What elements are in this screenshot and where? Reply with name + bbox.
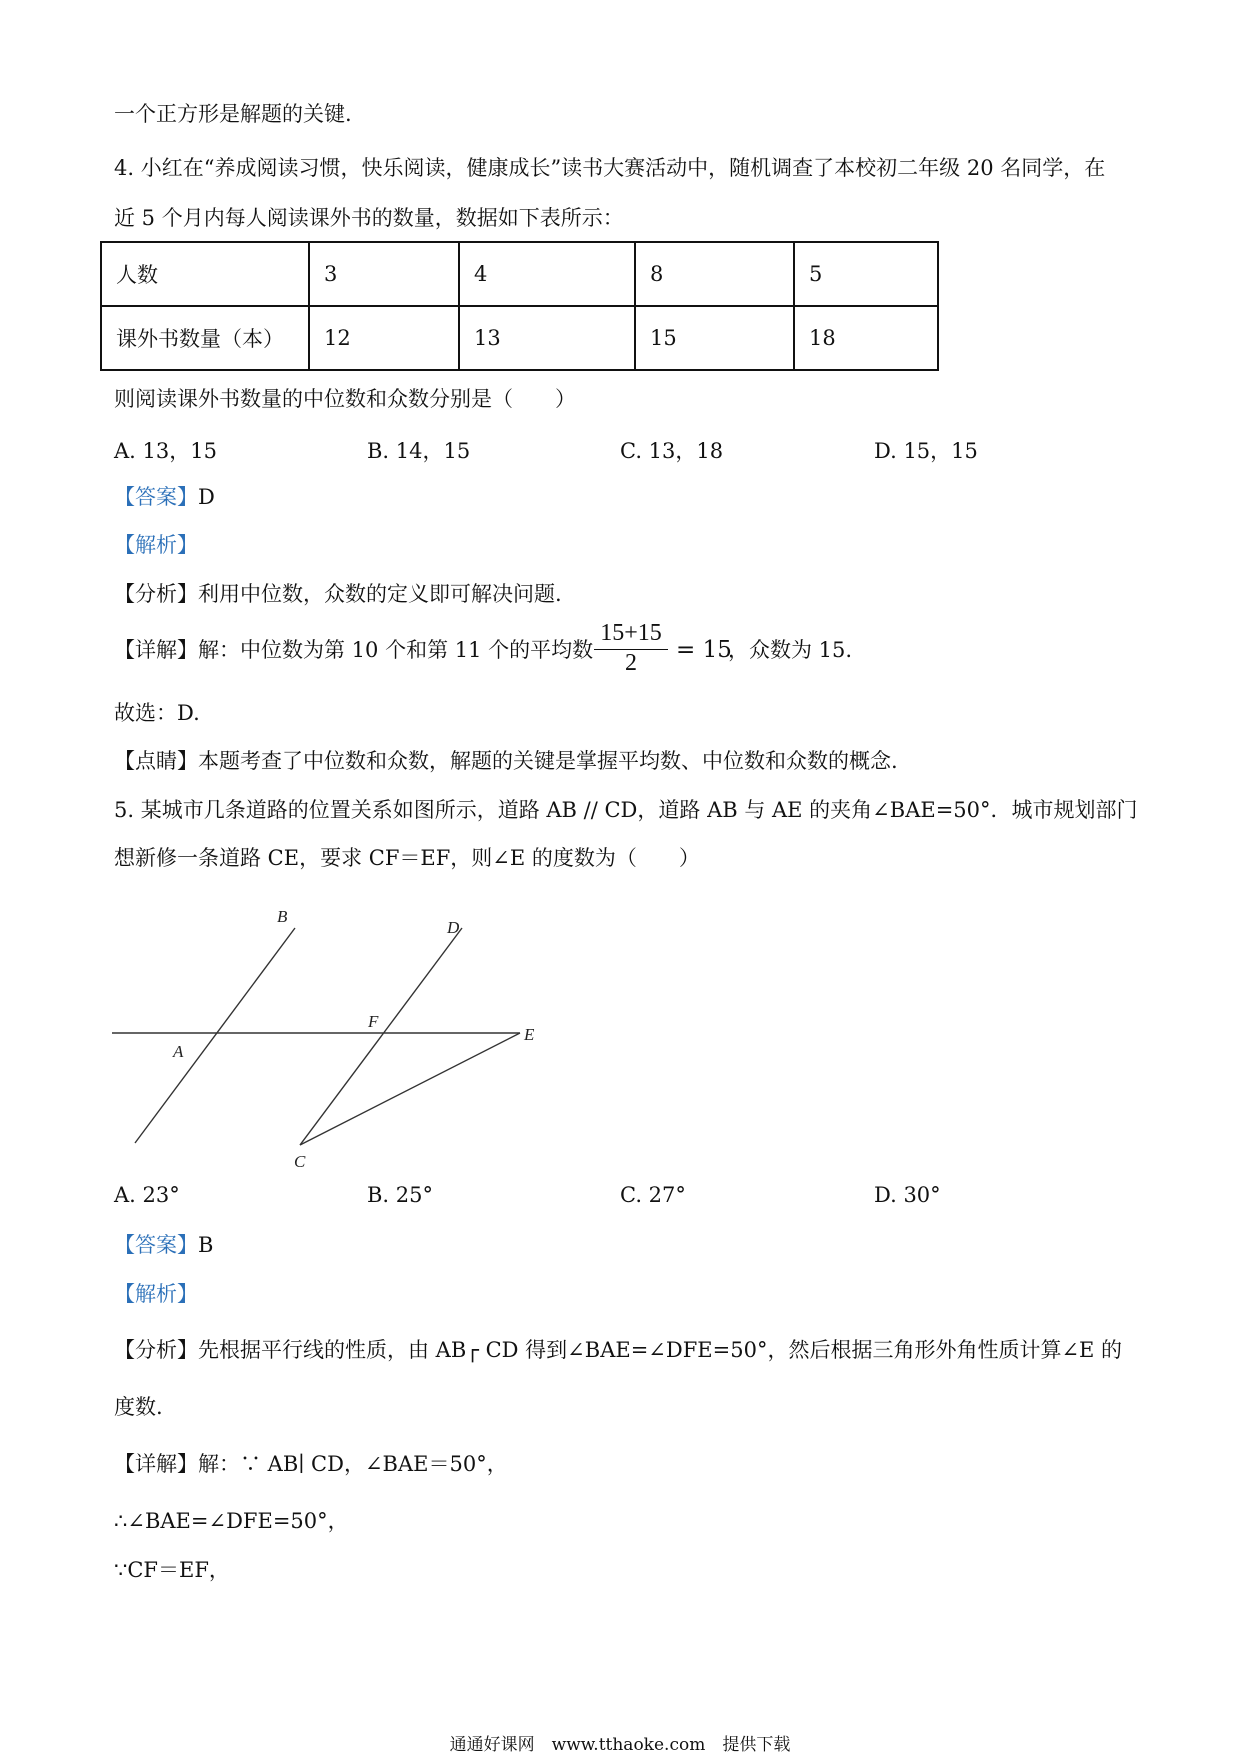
label-b: B xyxy=(277,907,288,926)
detail-tag: 【详解】 xyxy=(114,638,198,662)
label-c: C xyxy=(294,1152,306,1171)
q4-answer xyxy=(114,483,215,511)
line-ab xyxy=(135,928,295,1143)
choice-c: C. 27° xyxy=(620,1183,686,1207)
choice-d: D. 15，15 xyxy=(874,439,978,463)
q5-geometry-figure xyxy=(100,900,560,1180)
detail-post: ，众数为 15. xyxy=(728,638,853,662)
q4-choices xyxy=(114,435,1014,463)
table-cell: 人数 xyxy=(101,242,309,306)
detail-text: 解：∵ AB∣ CD，∠BAE＝50°， xyxy=(198,1452,508,1476)
analysis-text: 先根据平行线的性质，由 AB┌ CD 得到∠BAE=∠DFE=50°，然后根据三角形外角性质计算∠E 的 xyxy=(198,1338,1123,1362)
answer-tag: 【答案】 xyxy=(114,485,198,509)
analysis-tag: 【分析】 xyxy=(114,1338,198,1362)
label-d: D xyxy=(447,918,460,937)
table-cell: 3 xyxy=(309,242,459,306)
fraction xyxy=(594,620,668,677)
table-cell: 课外书数量（本） xyxy=(101,306,309,370)
comment-tag: 【点睛】 xyxy=(114,749,198,773)
q4-analysis xyxy=(114,580,562,608)
choice-c: C. 13，18 xyxy=(620,439,724,463)
choice-b: B. 25° xyxy=(367,1183,434,1207)
comment-text: 本题考查了中位数和众数，解题的关键是掌握平均数、中位数和众数的概念. xyxy=(198,749,898,773)
q5-jiexi xyxy=(114,1280,198,1308)
detail-pre: 解：中位数为第 10 个和第 11 个的平均数 xyxy=(198,638,594,662)
q5-detail-line1 xyxy=(114,1450,508,1478)
analysis-text: 利用中位数，众数的定义即可解决问题. xyxy=(198,582,562,606)
q5-stem-line1: 5. 某城市几条道路的位置关系如图所示，道路 AB // CD，道路 AB 与 AE 的夹角∠BAE=50°．城市规划部门 xyxy=(114,798,1138,822)
q4-stem-line1: 4. 小红在“养成阅读习惯，快乐阅读，健康成长”读书大赛活动中，随机调查了本校初二年级 20 名同学，在 xyxy=(114,156,1106,180)
q5-answer xyxy=(114,1231,213,1259)
line-ce xyxy=(300,1033,520,1145)
q5-choices xyxy=(114,1183,1014,1211)
q4-jiexi xyxy=(114,531,198,559)
line-cd xyxy=(300,928,462,1145)
table-cell: 8 xyxy=(635,242,794,306)
answer-value: B xyxy=(198,1233,214,1257)
analysis-tag: 【分析】 xyxy=(114,582,198,606)
table-cell: 12 xyxy=(309,306,459,370)
page-footer: 通通好课网 www.tthaoke.com 提供下载 xyxy=(449,1735,791,1755)
table-cell: 15 xyxy=(635,306,794,370)
choice-a: A. 23° xyxy=(114,1183,180,1207)
table-row xyxy=(101,306,938,370)
q4-stem-line2: 近 5 个月内每人阅读课外书的数量，数据如下表所示： xyxy=(114,206,624,230)
q5-detail-line3: ∵CF＝EF， xyxy=(114,1558,230,1582)
fraction-numerator: 15+15 xyxy=(600,620,662,646)
jiexi-tag: 【解析】 xyxy=(114,1282,198,1306)
fraction-denominator: 2 xyxy=(625,650,637,676)
table-cell: 5 xyxy=(794,242,938,306)
q5-detail-line2: ∴∠BAE=∠DFE=50°， xyxy=(114,1509,349,1533)
table-row xyxy=(101,242,938,306)
intro-tail-text: 一个正方形是解题的关键. xyxy=(114,102,352,126)
q4-choose: 故选：D. xyxy=(114,701,200,725)
table-cell: 18 xyxy=(794,306,938,370)
q4-detail xyxy=(114,636,593,664)
table-cell: 13 xyxy=(459,306,635,370)
detail-tag: 【详解】 xyxy=(114,1452,198,1476)
q4-data-table xyxy=(100,241,939,371)
q4-question: 则阅读课外书数量的中位数和众数分别是（ ） xyxy=(114,387,576,411)
q5-analysis-line1 xyxy=(114,1336,1122,1364)
jiexi-tag: 【解析】 xyxy=(114,533,198,557)
choice-b: B. 14，15 xyxy=(367,439,471,463)
choice-a: A. 13，15 xyxy=(114,439,217,463)
label-e: E xyxy=(524,1025,535,1044)
answer-value: D xyxy=(198,485,215,509)
label-a: A xyxy=(173,1042,184,1061)
q5-stem-line2: 想新修一条道路 CE，要求 CF＝EF，则∠E 的度数为（ ） xyxy=(114,846,700,870)
q4-comment xyxy=(114,747,898,775)
answer-tag: 【答案】 xyxy=(114,1233,198,1257)
table-cell: 4 xyxy=(459,242,635,306)
q5-analysis-line2: 度数. xyxy=(114,1395,163,1419)
fraction-equals: = 15 xyxy=(676,637,732,663)
choice-d: D. 30° xyxy=(874,1183,941,1207)
label-f: F xyxy=(368,1012,379,1031)
